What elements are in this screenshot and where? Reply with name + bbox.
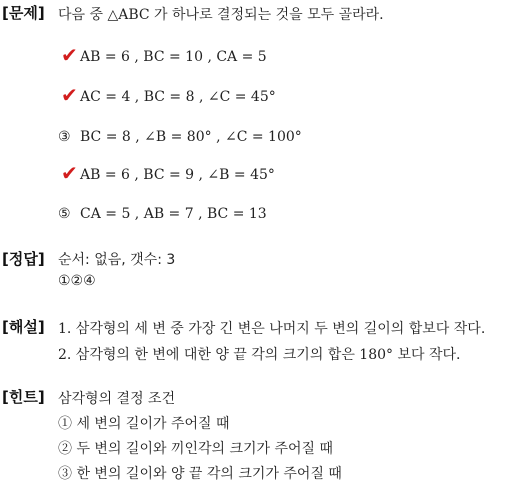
hint-line-1: ① 세 변의 길이가 주어질 때 <box>58 416 230 432</box>
hint-title: 삼각형의 결정 조건 <box>58 391 176 407</box>
option-4 <box>58 161 275 185</box>
check-mark-icon: ✔ <box>61 161 78 185</box>
option-2 <box>58 83 276 107</box>
explanation-line-1: 1. 삼각형의 세 변 중 가장 긴 변은 나머지 두 변의 길이의 합보다 작다. <box>58 321 486 337</box>
option-1-text: AB = 6 , BC = 10 , CA = 5 <box>80 49 267 65</box>
option-2-text: AC = 4 , BC = 8 , ∠C = 45° <box>80 89 276 105</box>
check-mark-icon: ✔ <box>61 43 78 67</box>
option-1 <box>58 43 267 67</box>
explanation-line-2: 2. 삼각형의 한 변에 대한 양 끝 각의 크기의 합은 180° 보다 작다. <box>58 347 461 363</box>
hint-tag: [힌트] <box>2 388 45 406</box>
answer-choices: ①②④ <box>58 273 96 289</box>
option-4-text: AB = 6 , BC = 9 , ∠B = 45° <box>80 167 275 183</box>
option-3 <box>58 129 302 145</box>
answer-summary: 순서: 없음, 갯수: 3 <box>58 252 176 268</box>
option-3-text: BC = 8 , ∠B = 80° , ∠C = 100° <box>80 129 302 145</box>
problem-tag: [문제] <box>2 4 45 22</box>
question-text: 다음 중 △ABC 가 하나로 결정되는 것을 모두 골라라. <box>58 7 384 23</box>
explanation-tag: [해설] <box>2 318 45 336</box>
check-mark-icon: ✔ <box>61 83 78 107</box>
hint-line-3: ③ 한 변의 길이와 양 끝 각의 크기가 주어질 때 <box>58 466 342 482</box>
hint-line-2: ② 두 변의 길이와 끼인각의 크기가 주어질 때 <box>58 441 334 457</box>
option-5 <box>58 206 267 222</box>
option-5-marker: ⑤ <box>58 206 71 222</box>
option-3-marker: ③ <box>58 129 71 145</box>
option-5-text: CA = 5 , AB = 7 , BC = 13 <box>80 206 267 222</box>
answer-tag: [정답] <box>2 250 45 268</box>
